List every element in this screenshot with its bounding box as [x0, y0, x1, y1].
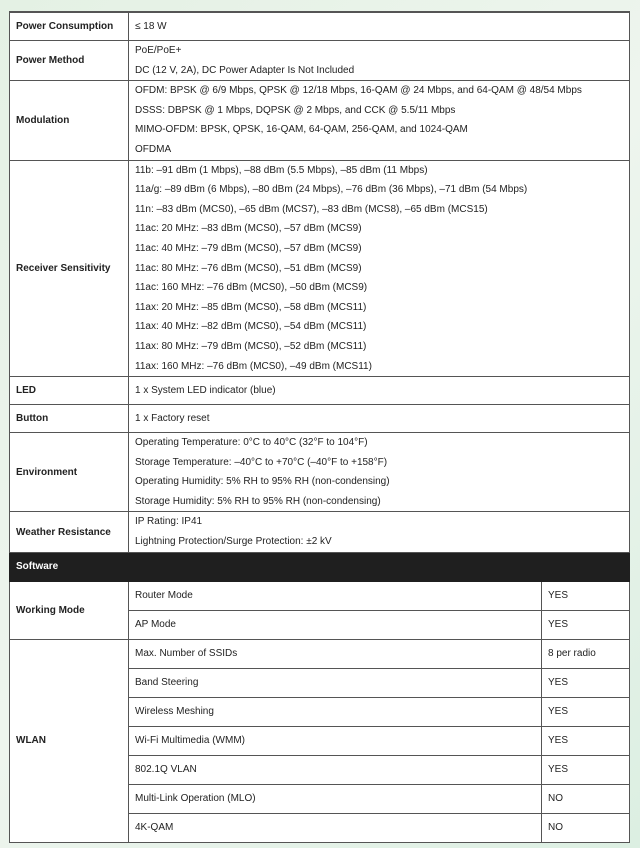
spec-value-line: 11ac: 40 MHz: –79 dBm (MCS0), –57 dBm (MCS9)	[135, 242, 362, 254]
feature-value: YES	[541, 668, 629, 697]
spec-row-power-method	[10, 41, 630, 81]
feature-name: Multi-Link Operation (MLO)	[129, 784, 542, 813]
spec-value-line: OFDMA	[135, 143, 172, 155]
spec-value-line: OFDM: BPSK @ 6/9 Mbps, QPSK @ 12/18 Mbps, 16-QAM @ 24 Mbps, and 64-QAM @ 48/54 Mbps	[135, 85, 582, 97]
feature-row-router-mode	[10, 581, 630, 610]
spec-value-line: 11ax: 80 MHz: –79 dBm (MCS0), –52 dBm (MCS11)	[135, 340, 367, 352]
spec-value	[129, 512, 630, 552]
feature-name: Band Steering	[129, 668, 542, 697]
spec-value-line: 11b: –91 dBm (1 Mbps), –88 dBm (5.5 Mbps), –85 dBm (11 Mbps)	[135, 164, 428, 176]
spec-value-line: PoE/PoE+	[135, 45, 182, 56]
spec-row-receiver-sensitivity	[10, 160, 630, 377]
spec-value-line: 11ac: 20 MHz: –83 dBm (MCS0), –57 dBm (MCS9)	[135, 223, 362, 235]
spec-value-line: 11ax: 40 MHz: –82 dBm (MCS0), –54 dBm (MCS11)	[135, 321, 367, 333]
spec-value-line: IP Rating: IP41	[135, 516, 203, 528]
section-header-software	[10, 552, 630, 581]
spec-row-modulation	[10, 81, 630, 160]
spec-value-line: Storage Humidity: 5% RH to 95% RH (non-condensing)	[135, 495, 381, 507]
spec-label: Button	[10, 405, 129, 433]
spec-value	[129, 160, 630, 377]
feature-value: YES	[541, 755, 629, 784]
feature-name: Wireless Meshing	[129, 697, 542, 726]
spec-value	[129, 377, 630, 405]
spec-value-line: Operating Temperature: 0°C to 40°C (32°F to 104°F)	[135, 437, 368, 449]
spec-value	[129, 433, 630, 512]
spec-label: Weather Resistance	[10, 512, 129, 552]
feature-value: NO	[541, 784, 629, 813]
spec-label: Power Consumption	[10, 13, 129, 41]
spec-value-line: MIMO-OFDM: BPSK, QPSK, 16-QAM, 64-QAM, 256-QAM, and 1024-QAM	[135, 124, 468, 136]
spec-row-led	[10, 377, 630, 405]
spec-row-button	[10, 405, 630, 433]
feature-value: YES	[541, 697, 629, 726]
feature-name: Wi-Fi Multimedia (WMM)	[129, 726, 542, 755]
spec-table	[9, 12, 630, 843]
feature-name: Router Mode	[129, 581, 542, 610]
spec-value	[129, 13, 630, 41]
spec-value-line: 11a/g: –89 dBm (6 Mbps), –80 dBm (24 Mbps), –76 dBm (36 Mbps), –71 dBm (54 Mbps)	[135, 184, 528, 196]
spec-value-line: 11ac: 160 MHz: –76 dBm (MCS0), –50 dBm (MCS9)	[135, 282, 368, 294]
spec-value-line: Storage Temperature: –40°C to +70°C (–40°F to +158°F)	[135, 456, 388, 468]
spec-value-line: 1 x System LED indicator (blue)	[135, 385, 276, 397]
spec-value-line: 11ax: 160 MHz: –76 dBm (MCS0), –49 dBm (MCS11)	[135, 360, 372, 372]
feature-value: 8 per radio	[541, 639, 629, 668]
spec-label: Power Method	[10, 41, 129, 81]
feature-name: AP Mode	[129, 610, 542, 639]
group-label-wlan: WLAN	[10, 639, 129, 842]
spec-value-line: Lightning Protection/Surge Protection: ±2 kV	[135, 536, 332, 548]
feature-value: NO	[541, 813, 629, 842]
spec-value-line: Operating Humidity: 5% RH to 95% RH (non-condensing)	[135, 476, 390, 488]
spec-row-weather-resistance	[10, 512, 630, 552]
spec-row-power-consumption	[10, 13, 630, 41]
feature-value: YES	[541, 726, 629, 755]
spec-value-line: ≤ 18 W	[135, 21, 167, 32]
feature-value: YES	[541, 610, 629, 639]
feature-row-max-number-of-ssids	[10, 639, 630, 668]
spec-row-environment	[10, 433, 630, 512]
section-title: Software	[10, 552, 630, 581]
spec-value-line: 1 x Factory reset	[135, 413, 210, 425]
spec-value-line: DSSS: DBPSK @ 1 Mbps, DQPSK @ 2 Mbps, and CCK @ 5.5/11 Mbps	[135, 104, 456, 116]
spec-value-line: DC (12 V, 2A), DC Power Adapter Is Not Included	[135, 64, 355, 76]
spec-label: LED	[10, 377, 129, 405]
spec-label: Receiver Sensitivity	[10, 160, 129, 377]
spec-value	[129, 81, 630, 160]
spec-value	[129, 405, 630, 433]
spec-value-line: 11ac: 80 MHz: –76 dBm (MCS0), –51 dBm (MCS9)	[135, 262, 362, 274]
feature-name: 4K-QAM	[129, 813, 542, 842]
spec-label: Modulation	[10, 81, 129, 160]
spec-value-line: 11ax: 20 MHz: –85 dBm (MCS0), –58 dBm (MCS11)	[135, 301, 367, 313]
feature-name: 802.1Q VLAN	[129, 755, 542, 784]
feature-value: YES	[541, 581, 629, 610]
spec-label: Environment	[10, 433, 129, 512]
spec-sheet	[9, 11, 630, 843]
feature-name: Max. Number of SSIDs	[129, 639, 542, 668]
spec-value-line: 11n: –83 dBm (MCS0), –65 dBm (MCS7), –83 dBm (MCS8), –65 dBm (MCS15)	[135, 203, 488, 215]
group-label-working-mode: Working Mode	[10, 581, 129, 639]
spec-value	[129, 41, 630, 81]
